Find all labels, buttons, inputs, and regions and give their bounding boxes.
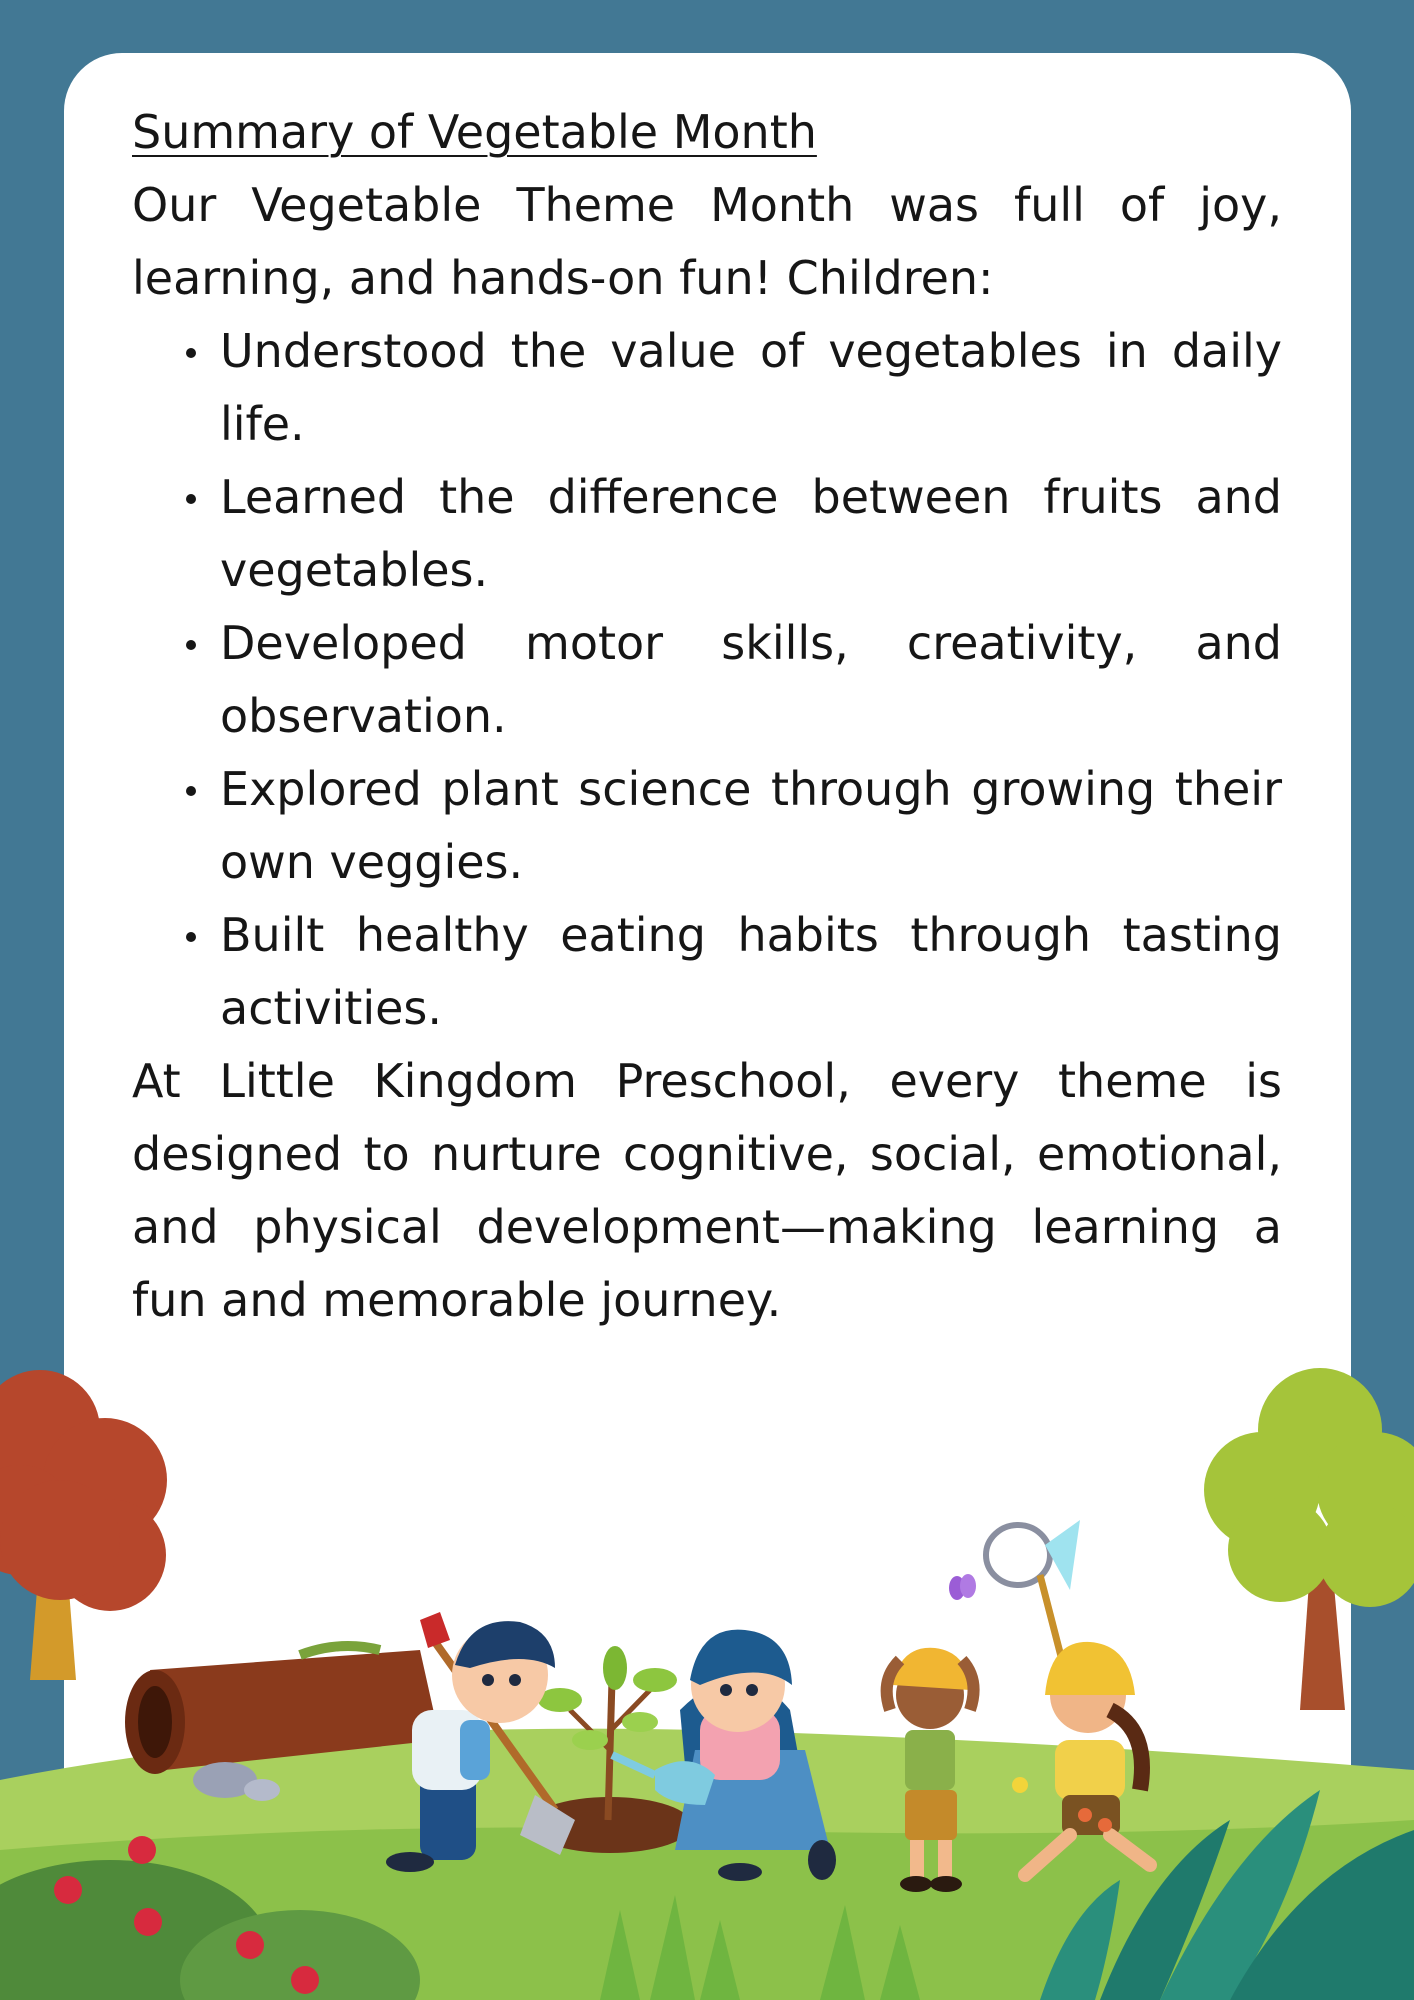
list-item: Understood the value of vegetables in daily life. [220, 315, 1282, 461]
document-body [132, 96, 1282, 1337]
intro-paragraph: Our Vegetable Theme Month was full of joy, learning, and hands-on fun! Children: [132, 178, 1282, 305]
list-item: Explored plant science through growing their own veggies. [220, 753, 1282, 899]
red-tree-icon [0, 1370, 167, 1680]
outcomes-list [132, 315, 1282, 1045]
garden-illustration [0, 1350, 1414, 2000]
page-title: Summary of Vegetable Month [132, 105, 817, 159]
list-item: Developed motor skills, creativity, and observation. [220, 607, 1282, 753]
green-tree-icon [1204, 1368, 1414, 1710]
list-item: Built healthy eating habits through tasting activities. [220, 899, 1282, 1045]
closing-paragraph: At Little Kingdom Preschool, every theme is designed to nurture cognitive, social, emotional, and physical development—making learning a fun and memorable journey. [132, 1054, 1282, 1327]
list-item: Learned the difference between fruits and vegetables. [220, 461, 1282, 607]
butterfly-icon [949, 1574, 976, 1600]
